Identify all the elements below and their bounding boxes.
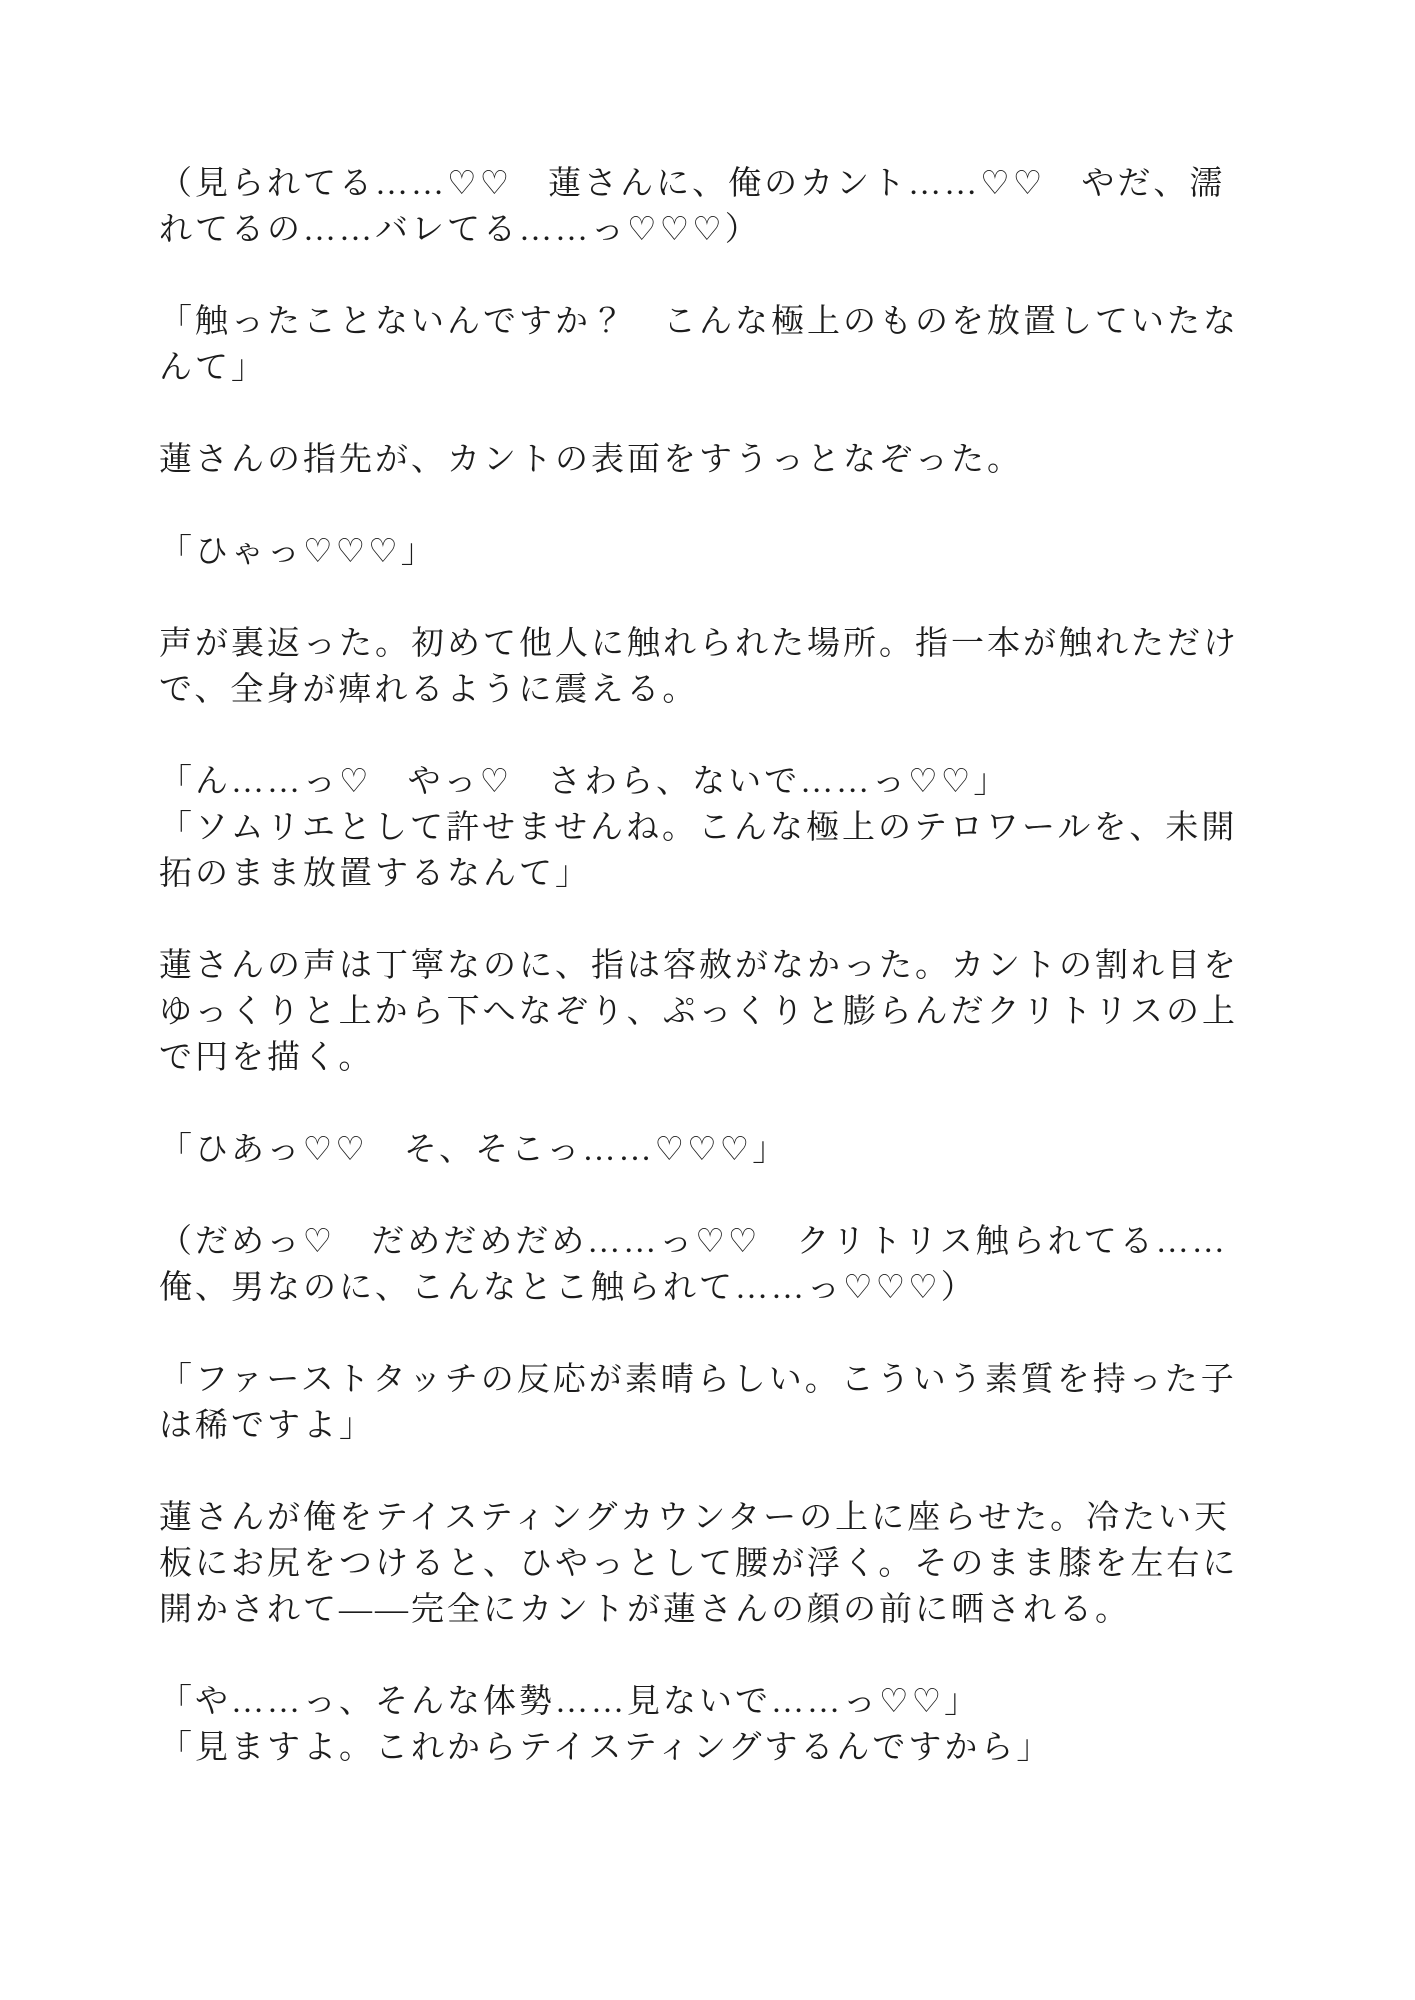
text-line: 拓のまま放置するなんて」 [159, 856, 591, 892]
paragraph [159, 161, 1261, 253]
paragraph [159, 1357, 1261, 1449]
text-line: 「ひあっ♡♡ そ、そこっ……♡♡♡」 [159, 1132, 789, 1168]
text-line: 蓮さんの指先が、カントの表面をすうっとなぞった。 [159, 442, 1023, 478]
text-line: 蓮さんの声は丁寧なのに、指は容赦がなかった。カントの割れ目を [159, 948, 1239, 984]
paragraph [159, 943, 1261, 1081]
text-line: 蓮さんが俺をテイスティングカウンターの上に座らせた。冷たい天 [159, 1500, 1231, 1536]
text-line: 「触ったことないんですか？ こんな極上のものを放置していたな [159, 304, 1239, 340]
paragraph [159, 529, 1261, 575]
paragraph [159, 1679, 1261, 1771]
paragraph [159, 437, 1261, 483]
text-line: 「ん……っ♡ やっ♡ さわら、ないで……っ♡♡」 [159, 764, 1010, 800]
text-line: んて」 [159, 350, 267, 386]
text-line: で、全身が痺れるように震える。 [159, 672, 699, 708]
paragraph [159, 759, 1261, 897]
text-column [159, 161, 1261, 1771]
text-line: ゆっくりと上から下へなぞり、ぷっくりと膨らんだクリトリスの上 [159, 994, 1239, 1030]
text-line: 声が裏返った。初めて他人に触れられた場所。指一本が触れただけ [159, 626, 1239, 662]
paragraph [159, 1127, 1261, 1173]
text-line: （見られてる……♡♡ 蓮さんに、俺のカント……♡♡ やだ、濡 [159, 166, 1226, 202]
paragraph [159, 621, 1261, 713]
text-line: （だめっ♡ だめだめだめ……っ♡♡ クリトリス触られてる…… [159, 1224, 1228, 1260]
text-line: れてるの……バレてる……っ♡♡♡） [159, 212, 761, 248]
text-line: 「見ますよ。これからテイスティングするんですから」 [159, 1730, 1053, 1766]
text-line: で円を描く。 [159, 1040, 375, 1076]
paragraph [159, 1219, 1261, 1311]
text-line: は稀ですよ」 [159, 1408, 375, 1444]
paragraph [159, 1495, 1261, 1633]
text-line: 「ひゃっ♡♡♡」 [159, 534, 437, 570]
text-line: 「ソムリエとして許せませんね。こんな極上のテロワールを、未開 [159, 810, 1238, 846]
text-line: 俺、男なのに、こんなとこ触られて……っ♡♡♡） [159, 1270, 977, 1306]
text-line: 「や……っ、そんな体勢……見ないで……っ♡♡」 [159, 1684, 981, 1720]
text-line: 開かされて——完全にカントが蓮さんの顔の前に晒される。 [159, 1592, 1131, 1628]
text-line: 「ファーストタッチの反応が素晴らしい。こういう素質を持った子 [159, 1362, 1237, 1398]
paragraph [159, 299, 1261, 391]
text-line: 板にお尻をつけると、ひやっとして腰が浮く。そのまま膝を左右に [159, 1546, 1239, 1582]
